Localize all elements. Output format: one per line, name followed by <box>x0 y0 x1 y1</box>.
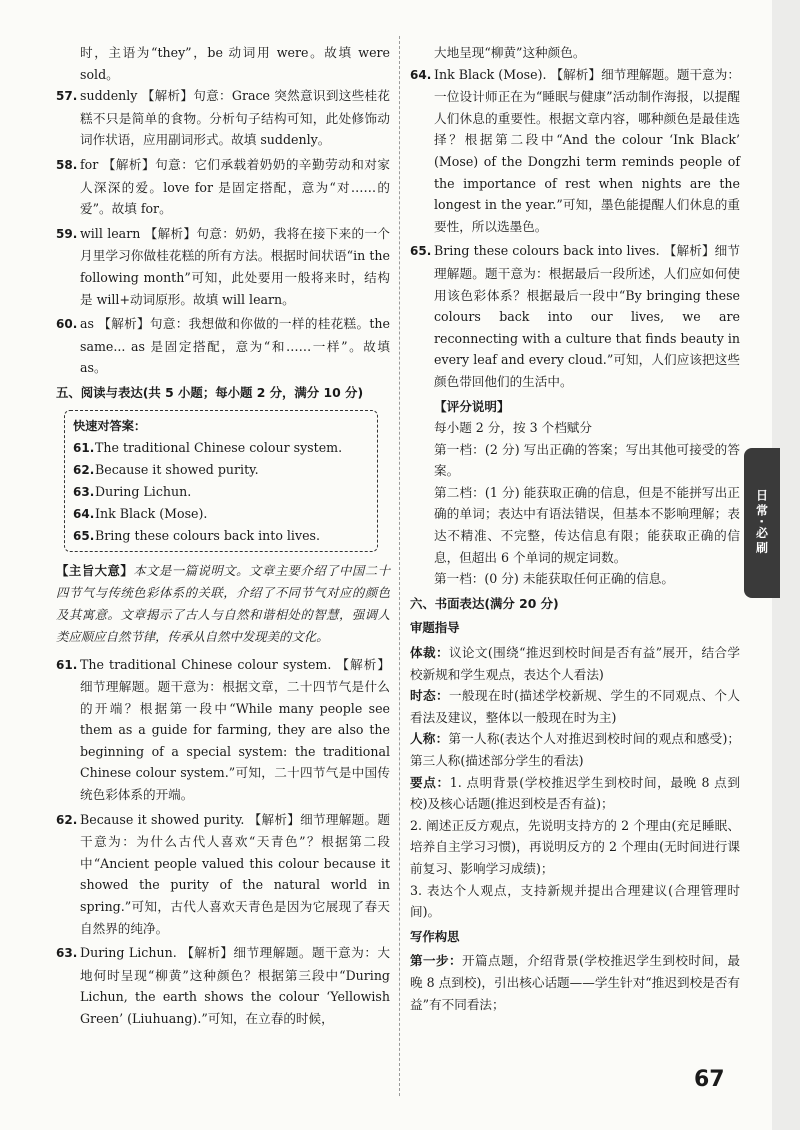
answer-item <box>56 154 390 220</box>
item-text: will learn 【解析】句意：奶奶，我将在接下来的一个月里学习你做桂花糕的所有方法。根据时间状语“in the following month”可知，此处要用一般将来时，结构是 will+动词原形。故填 will learn。 <box>80 225 390 307</box>
grading-line: 第二档：(1 分) 能获取正确的信息，但是不能拼写出正确的单词；表达中有语法错误，但基本不影响理解；表达不精准、不完整，传达信息有限；能获取正确的信息，但超出 6 个单词的规定词数。 <box>434 484 740 565</box>
item-text: as 【解析】句意：我想做和你做的一样的桂花糕。the same... as 是固定搭配，意为“和……一样”。故填 as。 <box>80 316 390 376</box>
answer-item <box>56 809 390 940</box>
key-point: 3. 表达个人观点，支持新规并提出合理建议(合理管理时间)。 <box>410 882 740 920</box>
item-number: 63. <box>56 946 78 961</box>
item-number: 64. <box>73 506 95 521</box>
grading-line: 每小题 2 分，按 3 个档赋分 <box>434 420 592 436</box>
guide-label: 时态： <box>410 688 450 704</box>
left-column <box>56 42 390 1033</box>
guide-title: 审题指导 <box>410 620 460 636</box>
step-label: 第一步： <box>410 953 463 969</box>
key-point: 2. 阐述正反方观点，先说明支持方的 2 个理由(充足睡眠、培养自主学习习惯)，再说明反方的 2 个理由(无时间进行课前复习、影响学习成绩)； <box>410 817 740 876</box>
section-heading-reading: 五、阅读与表达(共 5 小题；每小题 2 分，满分 10 分) <box>56 384 364 400</box>
item-number: 58. <box>56 157 78 172</box>
side-tab: 日常·必刷 <box>744 448 780 598</box>
answer-item <box>410 240 740 392</box>
quick-answer-text: Because it showed purity. <box>95 461 259 477</box>
quick-answer-title: 快速对答案： <box>73 418 147 433</box>
guide-line <box>410 685 740 728</box>
main-idea-paragraph <box>56 560 390 648</box>
continued-answer-text: 时，主语为“they”，be 动词用 were。故填 were sold。 <box>80 45 390 82</box>
guide-text: 1. 点明背景(学校推迟学生到校时间，最晚 8 点到校)及核心话题(推迟到校是否有益)； <box>410 774 741 812</box>
writing-step <box>410 950 740 1015</box>
item-text: The traditional Chinese colour system. 【解析】细节理解题。题干意为：根据文章，二十四节气是什么的开端？根据第一段中“While many people see them as a guide for farming, they are also the beginning of a special system: the traditional Chinese colour system.”可知，二十四节气是中国传统色彩体系的开端。 <box>80 656 390 803</box>
item-number: 60. <box>56 317 78 332</box>
item-text: suddenly 【解析】句意：Grace 突然意识到这些桂花糕不只是简单的食物。分析句子结构可知，此处修饰动词作状语，应用副词形式。故填 suddenly。 <box>80 88 390 148</box>
guide-label: 要点： <box>410 774 450 790</box>
guide-line <box>410 728 740 771</box>
quick-answer-row <box>73 481 369 503</box>
item-text: During Lichun. 【解析】细节理解题。题干意为：大地何时呈现“柳黄”这种颜色？根据第三段中“During Lichun, the earth shows the colour ‘Yellowish Green’ (Liuhuang).”可知，在立春的时候， <box>80 945 390 1026</box>
guide-text: 一般现在时(描述学校新规、学生的不同观点、个人看法及建议，整体以一般现在时为主) <box>410 688 740 725</box>
item-text: Ink Black (Mose). 【解析】细节理解题。题干意为：一位设计师正在为“睡眠与健康”活动制作海报，以提醒人们休息的重要性。根据文章内容，哪种颜色是最佳选择？根据第二段中“And the colour ‘Ink Black’ (Mose) of the Dongzhi term reminds people of the importance of rest when nights are the longest in the year.”可知，墨色能提醒人们休息的重要性，所以选墨色。 <box>434 66 740 234</box>
grading-line: 第一档：(2 分) 写出正确的答案；写出其他可接受的答案。 <box>434 441 740 479</box>
writing-idea-title: 写作构思 <box>410 928 460 944</box>
item-number: 62. <box>73 462 95 477</box>
item-number: 57. <box>56 89 78 104</box>
answer-item <box>56 654 390 806</box>
quick-answer-text: The traditional Chinese colour system. <box>95 439 343 455</box>
answer-item <box>56 223 390 310</box>
item-number: 63. <box>73 484 95 499</box>
item-text: Because it showed purity. 【解析】细节理解题。题干意为：为什么古代人喜欢“天青色”？根据第二段中“Ancient people valued this colour because it showed the purity of the natural world in spring.”可知，古代人喜欢天青色是因为它展现了春天自然界的纯净。 <box>80 811 390 936</box>
quick-answer-box <box>64 410 378 552</box>
grading-line: 第一档：(0 分) 未能获取任何正确的信息。 <box>434 571 674 587</box>
guide-label: 体裁： <box>410 645 449 661</box>
item-text: Bring these colours back into lives. 【解析】细节理解题。题干意为：根据最后一段所述，人们应如何使用该色彩体系？根据最后一段中“By bringing these colours back into our lives, we are reconnecting with a culture that finds beauty in every leaf and every cloud.”可知，人们应该把这些颜色带回他们的生活中。 <box>434 243 740 389</box>
item-number: 65. <box>410 244 432 259</box>
quick-answer-text: Bring these colours back into lives. <box>95 527 320 543</box>
item-number: 61. <box>73 440 95 455</box>
right-column <box>410 42 740 1015</box>
guide-text: 议论文(围绕“推迟到校时间是否有益”展开，结合学校新规和学生观点，表达个人看法) <box>410 645 741 682</box>
quick-answer-row <box>73 459 369 481</box>
quick-answer-row <box>73 437 369 459</box>
answer-item <box>56 313 390 379</box>
column-divider <box>399 36 400 1096</box>
step-text: 开篇点题，介绍背景(学校推迟学生到校时间，最晚 8 点到校)，引出核心话题——学生针对“推迟到校是否有益”有不同看法； <box>410 953 740 1012</box>
quick-answer-row <box>73 503 369 525</box>
section-heading-writing: 六、书面表达(满分 20 分) <box>410 595 559 611</box>
guide-label: 人称： <box>410 731 449 747</box>
quick-answer-row <box>73 525 369 547</box>
item-text: for 【解析】句意：它们承载着奶奶的辛勤劳动和对家人深深的爱。love for 是固定搭配，意为“对……的爱”。故填 for。 <box>80 156 390 217</box>
answer-item <box>56 942 390 1029</box>
page-number: 67 <box>694 1067 725 1092</box>
guide-text: 第一人称(表达个人对推迟到校时间的观点和感受)；第三人称(描述部分学生的看法) <box>410 731 740 768</box>
item-number: 59. <box>56 226 78 241</box>
guide-line <box>410 772 740 815</box>
guide-line <box>410 642 740 685</box>
item-number: 65. <box>73 528 95 543</box>
quick-answer-text: During Lichun. <box>95 483 192 499</box>
item-number: 64. <box>410 67 432 82</box>
answer-item <box>56 85 390 151</box>
continued-answer-text: 大地呈现“柳黄”这种颜色。 <box>434 45 586 60</box>
item-number: 62. <box>56 812 78 827</box>
answer-item <box>410 64 740 238</box>
grading-title: 【评分说明】 <box>434 398 510 414</box>
main-idea-tag: 【主旨大意】 <box>56 562 134 578</box>
quick-answer-text: Ink Black (Mose). <box>95 505 208 521</box>
item-number: 61. <box>56 657 78 672</box>
main-idea-text: 本文是一篇说明文。文章主要介绍了中国二十四节气与传统色彩体系的关联，介绍了不同节气对应的颜色及其寓意。文章揭示了古人与自然和谐相处的智慧，强调人类应顺应自然节律，传承从自然中发现美的文化。 <box>56 562 391 644</box>
